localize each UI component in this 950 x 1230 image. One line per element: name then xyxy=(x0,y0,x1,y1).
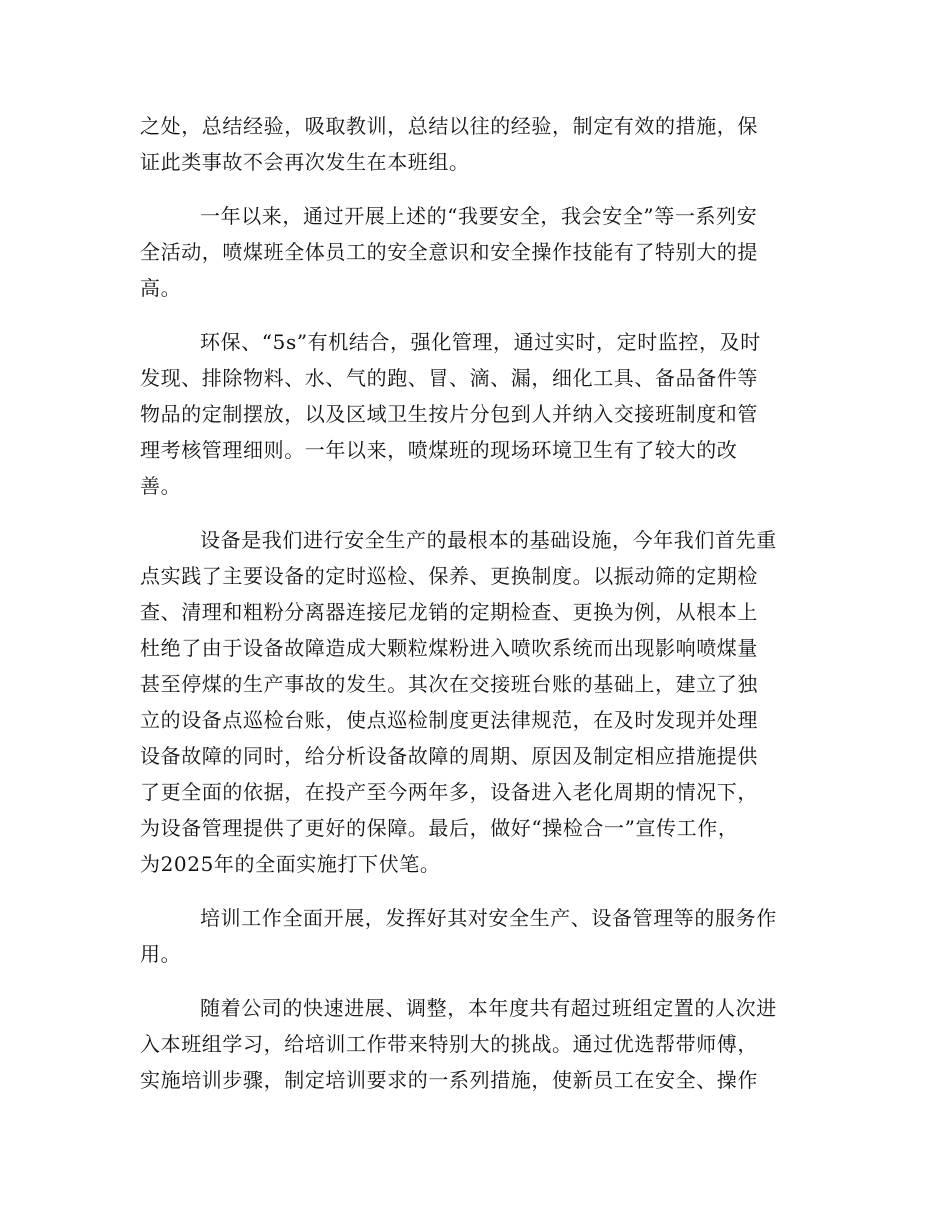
text-line: 培训工作全面开展，发挥好其对安全生产、设备管理等的服务作 xyxy=(200,906,777,930)
paragraph-training-details xyxy=(140,990,810,1098)
text-line: 入本班组学习，给培训工作带来特别大的挑战。通过优选帮带师傅， xyxy=(140,1032,758,1056)
text-line: 全活动，喷煤班全体员工的安全意识和安全操作技能有了特别大的提 xyxy=(140,240,758,264)
paragraph-environment-5s xyxy=(140,324,810,504)
text-line: 环保、“5s”有机结合，强化管理，通过实时，定时监控，及时 xyxy=(200,330,761,354)
text-line: 理考核管理细则。一年以来，喷煤班的现场环境卫生有了较大的改 xyxy=(140,438,738,462)
document-body xyxy=(140,108,810,1116)
text-line: 实施培训步骤，制定培训要求的一系列措施，使新员工在安全、操作 xyxy=(140,1068,758,1092)
text-line: 高。 xyxy=(140,276,182,300)
text-line: 查、清理和粗粉分离器连接尼龙销的定期检查、更换为例，从根本上 xyxy=(140,600,758,624)
text-line: 设备是我们进行安全生产的最根本的基础设施，今年我们首先重 xyxy=(200,528,777,552)
text-line: 了更全面的依据，在投产至今两年多，设备进入老化周期的情况下， xyxy=(140,780,758,804)
text-line: 一年以来，通过开展上述的“我要安全，我会安全”等一系列安 xyxy=(200,204,758,228)
text-line: 设备故障的同时，给分析设备故障的周期、原因及制定相应措施提供 xyxy=(140,744,758,768)
paragraph-training-overview xyxy=(140,900,810,972)
text-line: 点实践了主要设备的定时巡检、保养、更换制度。以振动筛的定期检 xyxy=(140,564,758,588)
text-line: 随着公司的快速进展、调整，本年度共有超过班组定置的人次进 xyxy=(200,996,777,1020)
paragraph-safety-activities xyxy=(140,198,810,306)
text-line: 为设备管理提供了更好的保障。最后，做好“操检合一”宣传工作， xyxy=(140,816,739,840)
text-line: 杜绝了由于设备故障造成大颗粒煤粉进入喷吹系统而出现影响喷煤量 xyxy=(140,636,758,660)
paragraph-equipment xyxy=(140,522,810,882)
text-line: 证此类事故不会再次发生在本班组。 xyxy=(140,150,470,174)
text-line: 甚至停煤的生产事故的发生。其次在交接班台账的基础上，建立了独 xyxy=(140,672,758,696)
paragraph-accident-lessons xyxy=(140,108,810,180)
text-line: 发现、排除物料、水、气的跑、冒、滴、漏，细化工具、备品备件等 xyxy=(140,366,758,390)
text-line: 立的设备点巡检台账，使点巡检制度更法律规范，在及时发现并处理 xyxy=(140,708,758,732)
text-line: 之处，总结经验，吸取教训，总结以往的经验，制定有效的措施，保 xyxy=(140,114,758,138)
text-line: 为2025年的全面实施打下伏笔。 xyxy=(140,852,441,876)
text-line: 用。 xyxy=(140,942,182,966)
text-line: 善。 xyxy=(140,474,182,498)
text-line: 物品的定制摆放，以及区域卫生按片分包到人并纳入交接班制度和管 xyxy=(140,402,758,426)
